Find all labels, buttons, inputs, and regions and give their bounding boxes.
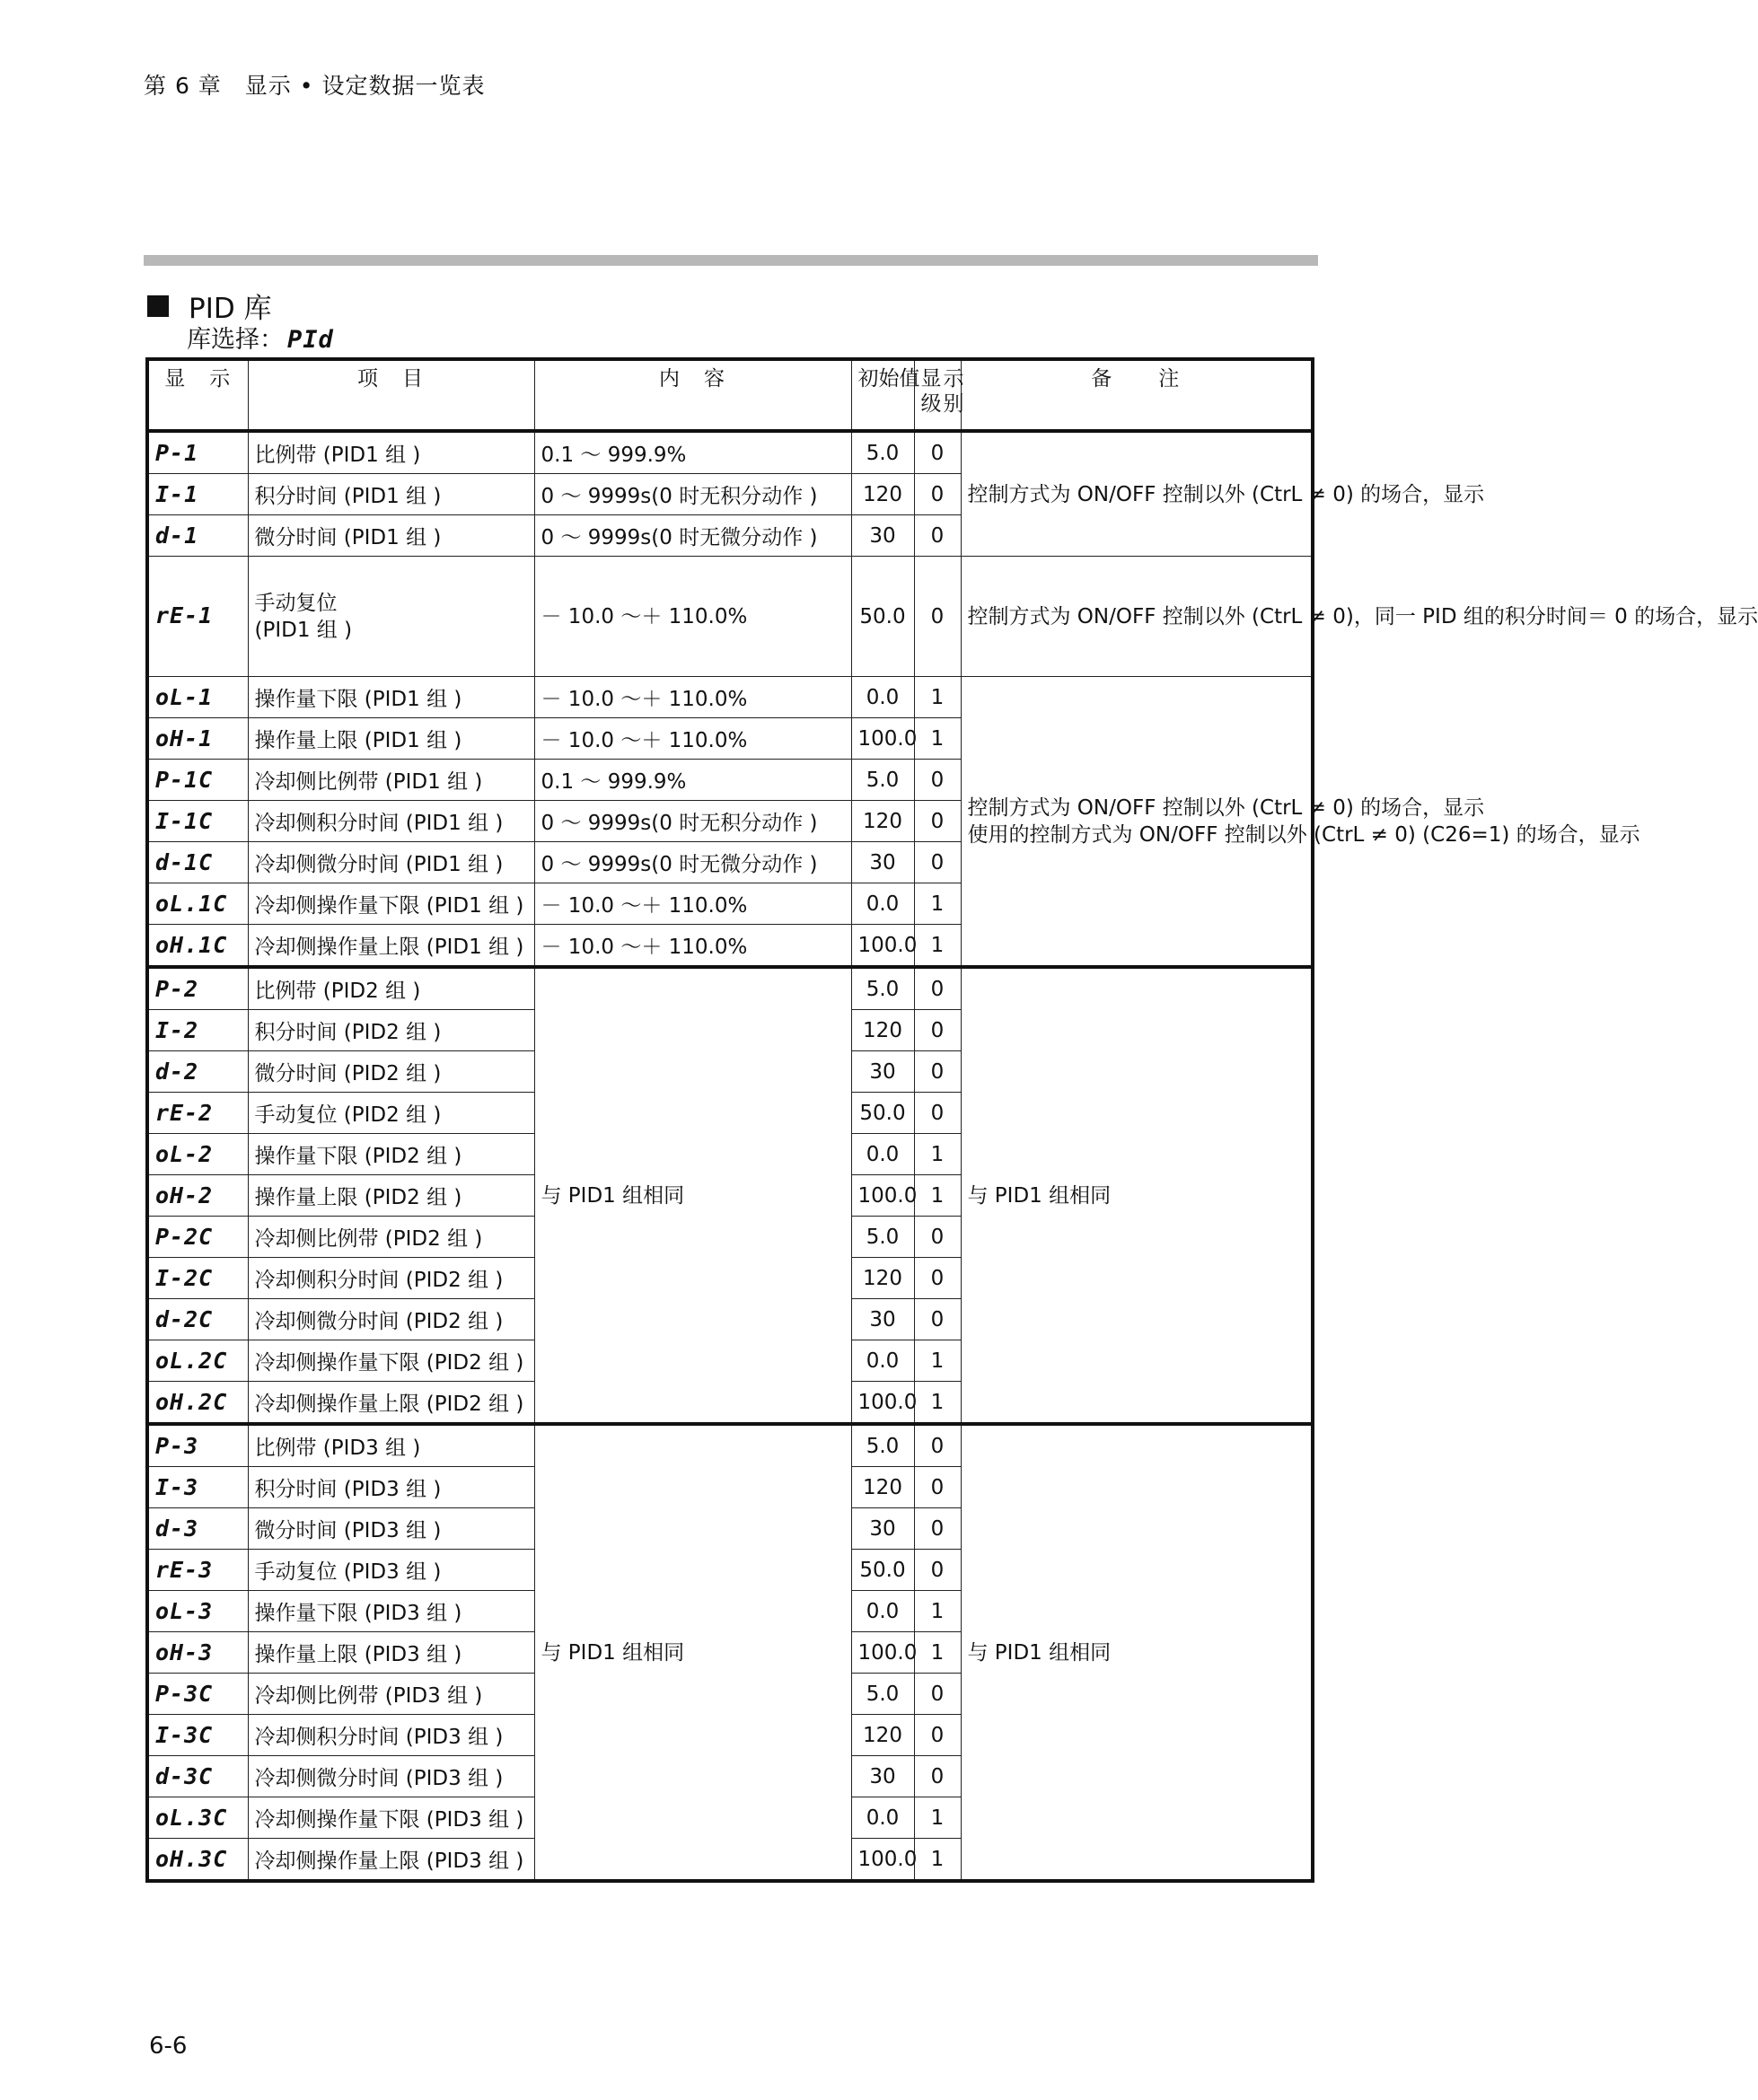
content-cell: 0 ～ 9999s(0 时无积分动作 ) [534,801,851,842]
initial-cell: 120 [851,801,914,842]
content-cell: 0.1 ～ 999.9% [534,760,851,801]
content-cell: － 10.0 ～＋ 110.0% [534,557,851,677]
item-cell: 冷却侧比例带 (PID1 组 ) [248,760,534,801]
initial-cell: 100.0 [851,925,914,968]
initial-cell: 0.0 [851,1797,914,1839]
initial-cell: 5.0 [851,760,914,801]
display-code: I-1C [155,808,214,834]
display-code-cell [147,1674,248,1715]
level-cell: 0 [914,1715,961,1756]
display-code-cell [147,883,248,925]
initial-cell: 120 [851,474,914,515]
item-cell: 积分时间 (PID2 组 ) [248,1010,534,1051]
initial-cell: 0.0 [851,883,914,925]
initial-cell: 120 [851,1258,914,1299]
display-code: d-2C [155,1306,214,1332]
display-code: oL-1 [155,684,214,710]
header-display: 显 示 [147,359,248,431]
header-level-line1: 显示 [920,367,966,391]
display-code: oH.2C [155,1389,228,1415]
level-cell: 1 [914,1382,961,1425]
display-code-cell [147,1839,248,1882]
initial-cell: 0.0 [851,1591,914,1632]
display-code-cell [147,1424,248,1467]
display-code-cell [147,1217,248,1258]
level-cell: 0 [914,967,961,1010]
item-cell: 微分时间 (PID1 组 ) [248,515,534,557]
display-code: d-1C [155,849,214,875]
table-row [147,1424,1313,1467]
content-cell: － 10.0 ～＋ 110.0% [534,883,851,925]
display-code: oH-2 [155,1182,214,1208]
table-row [147,677,1313,718]
display-code: oH.1C [155,932,228,958]
display-code: I-3 [155,1474,199,1500]
page-number: 6-6 [149,2033,188,2060]
level-cell: 1 [914,718,961,760]
initial-cell: 120 [851,1715,914,1756]
item-cell [248,557,534,677]
item-line2: (PID1 组 ) [254,618,353,642]
display-code: rE-2 [155,1100,214,1126]
item-cell: 冷却侧操作量下限 (PID2 组 ) [248,1340,534,1382]
display-code: P-2C [155,1224,214,1250]
display-code-cell [147,1299,248,1340]
display-code-cell [147,967,248,1010]
display-code: I-2 [155,1017,199,1043]
level-cell: 0 [914,1756,961,1797]
display-code-cell [147,1010,248,1051]
note-cell [961,677,1640,968]
item-cell: 操作量下限 (PID1 组 ) [248,677,534,718]
content-cell: 与 PID1 组相同 [534,967,851,1424]
initial-cell: 5.0 [851,431,914,474]
display-code-cell [147,431,248,474]
item-cell: 冷却侧比例带 (PID2 组 ) [248,1217,534,1258]
display-code-cell [147,1467,248,1508]
level-cell: 0 [914,1424,961,1467]
level-cell: 0 [914,431,961,474]
display-code-cell [147,1051,248,1093]
initial-cell: 100.0 [851,1175,914,1217]
initial-cell: 50.0 [851,1093,914,1134]
level-cell: 0 [914,1051,961,1093]
initial-cell: 50.0 [851,1550,914,1591]
display-code: P-1C [155,767,214,793]
content-cell: － 10.0 ～＋ 110.0% [534,677,851,718]
display-code: I-3C [155,1722,214,1748]
pid-bank-table [145,357,1758,1883]
note-cell: 与 PID1 组相同 [961,1424,1313,1881]
display-code-cell [147,760,248,801]
level-cell: 0 [914,1550,961,1591]
display-code: P-3C [155,1681,214,1707]
content-cell: 0.1 ～ 999.9% [534,431,851,474]
display-code: oL.3C [155,1805,228,1831]
header-level [914,359,966,431]
display-code: oH.3C [155,1846,228,1872]
item-cell: 冷却侧积分时间 (PID1 组 ) [248,801,534,842]
initial-cell: 30 [851,1051,914,1093]
display-code-cell [147,1797,248,1839]
display-code: rE-3 [155,1557,214,1583]
display-code-cell [147,1508,248,1550]
level-cell: 0 [914,1217,961,1258]
display-code: P-3 [155,1433,199,1459]
bank-select-line [187,320,334,355]
table-row [147,967,1313,1010]
item-cell: 比例带 (PID3 组 ) [248,1424,534,1467]
item-cell: 积分时间 (PID3 组 ) [248,1467,534,1508]
initial-cell: 120 [851,1010,914,1051]
level-cell: 0 [914,515,961,557]
display-code-cell [147,1340,248,1382]
bank-select-label: 库选择： [187,326,284,354]
item-cell: 微分时间 (PID2 组 ) [248,1051,534,1093]
initial-cell: 30 [851,1299,914,1340]
display-code-cell [147,1591,248,1632]
item-line1: 手动复位 [254,591,338,615]
item-cell: 冷却侧操作量上限 (PID2 组 ) [248,1382,534,1425]
level-cell: 0 [914,1674,961,1715]
display-code-cell [147,925,248,968]
initial-cell: 5.0 [851,967,914,1010]
display-code: I-2C [155,1265,214,1291]
level-cell: 0 [914,1508,961,1550]
level-cell: 1 [914,677,961,718]
display-code-cell [147,1382,248,1425]
level-cell: 0 [914,1299,961,1340]
display-code: P-1 [155,440,199,466]
item-cell: 冷却侧操作量上限 (PID1 组 ) [248,925,534,968]
display-code-cell [147,1756,248,1797]
initial-cell: 30 [851,842,914,883]
level-cell: 1 [914,1340,961,1382]
table-body [147,431,1758,1881]
content-cell: － 10.0 ～＋ 110.0% [534,925,851,968]
level-cell: 0 [914,801,961,842]
display-code: I-1 [155,481,199,507]
display-code: rE-1 [155,602,214,628]
display-code: oH-3 [155,1639,214,1665]
content-cell: 0 ～ 9999s(0 时无微分动作 ) [534,515,851,557]
item-cell: 手动复位 (PID2 组 ) [248,1093,534,1134]
header-item: 项 目 [248,359,534,431]
content-cell: － 10.0 ～＋ 110.0% [534,718,851,760]
header-initial: 初始值 [851,359,914,431]
table-row [147,431,1313,474]
display-code: d-3C [155,1763,214,1789]
display-code: oL-2 [155,1141,214,1167]
level-cell: 0 [914,842,961,883]
initial-cell: 30 [851,515,914,557]
level-cell: 1 [914,1591,961,1632]
section-divider [144,255,1318,266]
item-cell: 冷却侧微分时间 (PID3 组 ) [248,1756,534,1797]
content-cell: 0 ～ 9999s(0 时无积分动作 ) [534,474,851,515]
level-cell: 0 [914,557,961,677]
initial-cell: 50.0 [851,557,914,677]
display-code-cell [147,1258,248,1299]
item-cell: 冷却侧积分时间 (PID3 组 ) [248,1715,534,1756]
header-level-line2: 级别 [920,392,966,416]
initial-cell: 0.0 [851,1340,914,1382]
initial-cell: 5.0 [851,1217,914,1258]
table-row [147,557,1313,677]
note-line-b: 使用的控制方式为 ON/OFF 控制以外 (CtrL ≠ 0) (C26=1) 的场合，显示 [967,822,1640,847]
display-code: oL.2C [155,1348,228,1374]
display-code-cell [147,474,248,515]
display-code: d-3 [155,1516,199,1542]
item-cell: 手动复位 (PID3 组 ) [248,1550,534,1591]
item-cell: 操作量下限 (PID3 组 ) [248,1591,534,1632]
display-code: oH-1 [155,725,214,751]
item-cell: 冷却侧微分时间 (PID1 组 ) [248,842,534,883]
level-cell: 1 [914,925,961,968]
display-code: d-1 [155,523,199,549]
display-code-cell [147,1093,248,1134]
initial-cell: 0.0 [851,1134,914,1175]
level-cell: 1 [914,1797,961,1839]
item-cell: 操作量上限 (PID1 组 ) [248,718,534,760]
display-code: d-2 [155,1059,199,1085]
item-cell: 比例带 (PID2 组 ) [248,967,534,1010]
level-cell: 0 [914,474,961,515]
table-header-row [147,359,1313,431]
item-cell: 微分时间 (PID3 组 ) [248,1508,534,1550]
initial-cell: 100.0 [851,1382,914,1425]
header-content: 内 容 [534,359,851,431]
note-line-a: 控制方式为 ON/OFF 控制以外 (CtrL ≠ 0) 的场合，显示 [967,795,1485,820]
display-code: oL-3 [155,1598,214,1624]
display-code-cell [147,557,248,677]
item-cell: 冷却侧比例带 (PID3 组 ) [248,1674,534,1715]
display-code: P-2 [155,976,199,1002]
display-code-cell [147,842,248,883]
display-code-cell [147,718,248,760]
initial-cell: 5.0 [851,1424,914,1467]
bank-select-code: PId [287,326,334,354]
display-code-cell [147,515,248,557]
initial-cell: 5.0 [851,1674,914,1715]
item-cell: 比例带 (PID1 组 ) [248,431,534,474]
level-cell: 0 [914,760,961,801]
display-code-cell [147,1550,248,1591]
display-code: oL.1C [155,891,228,917]
item-cell: 操作量上限 (PID3 组 ) [248,1632,534,1674]
initial-cell: 100.0 [851,718,914,760]
level-cell: 0 [914,1467,961,1508]
item-cell: 冷却侧操作量上限 (PID3 组 ) [248,1839,534,1882]
display-code-cell [147,1175,248,1217]
note-cell: 与 PID1 组相同 [961,967,1313,1424]
initial-cell: 30 [851,1756,914,1797]
initial-cell: 30 [851,1508,914,1550]
square-bullet-icon [147,295,169,317]
display-code-cell [147,1632,248,1674]
content-cell: 0 ～ 9999s(0 时无微分动作 ) [534,842,851,883]
level-cell: 1 [914,1632,961,1674]
level-cell: 0 [914,1093,961,1134]
item-cell: 冷却侧微分时间 (PID2 组 ) [248,1299,534,1340]
note-cell: 控制方式为 ON/OFF 控制以外 (CtrL ≠ 0) 的场合，显示 [961,431,1313,557]
level-cell: 0 [914,1258,961,1299]
level-cell: 1 [914,1134,961,1175]
item-cell: 积分时间 (PID1 组 ) [248,474,534,515]
initial-cell: 100.0 [851,1632,914,1674]
header-note: 备 注 [961,359,1313,431]
display-code-cell [147,801,248,842]
initial-cell: 120 [851,1467,914,1508]
display-code-cell [147,1134,248,1175]
level-cell: 1 [914,1175,961,1217]
item-cell: 冷却侧积分时间 (PID2 组 ) [248,1258,534,1299]
item-cell: 操作量上限 (PID2 组 ) [248,1175,534,1217]
chapter-header: 第 6 章 显示 • 设定数据一览表 [144,73,486,99]
item-cell: 操作量下限 (PID2 组 ) [248,1134,534,1175]
section-title-text: PID 库 [189,293,272,325]
level-cell: 1 [914,883,961,925]
initial-cell: 0.0 [851,677,914,718]
item-cell: 冷却侧操作量下限 (PID1 组 ) [248,883,534,925]
note-cell: 控制方式为 ON/OFF 控制以外 (CtrL ≠ 0)，同一 PID 组的积分时间＝ 0 的场合，显示 [961,557,1313,677]
initial-cell: 100.0 [851,1839,914,1882]
item-cell: 冷却侧操作量下限 (PID3 组 ) [248,1797,534,1839]
display-code-cell [147,1715,248,1756]
display-code-cell [147,677,248,718]
level-cell: 1 [914,1839,961,1882]
level-cell: 0 [914,1010,961,1051]
content-cell: 与 PID1 组相同 [534,1424,851,1881]
